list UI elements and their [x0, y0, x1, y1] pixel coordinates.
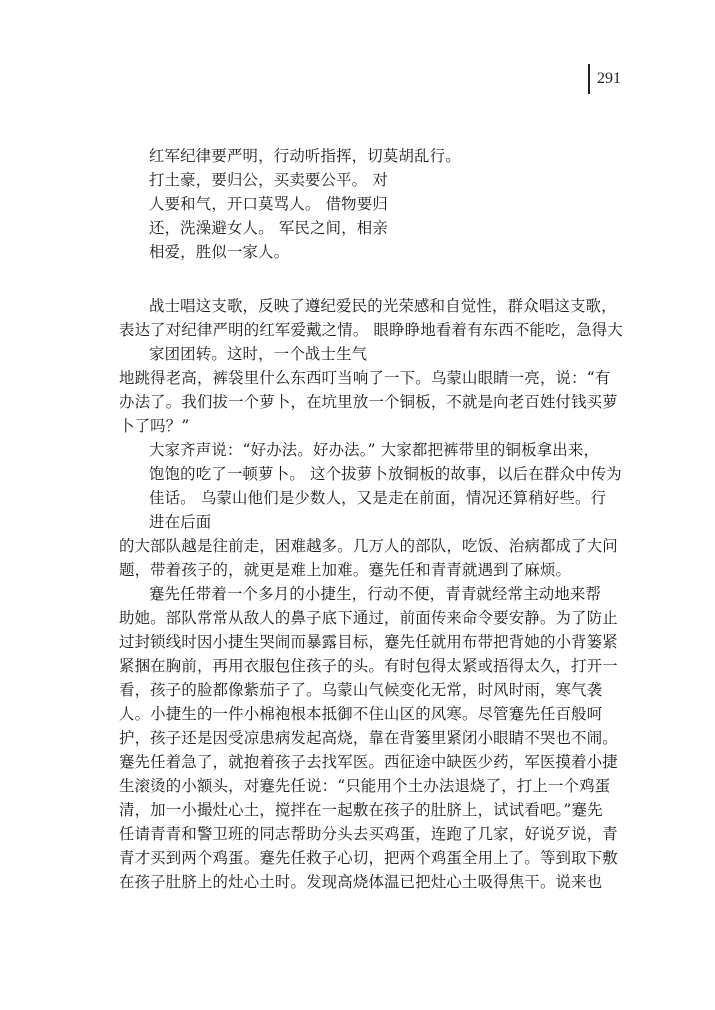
text-line: 饱饱的吃了一顿萝卜。 这个拔萝卜放铜板的故事，以后在群众中传为 [149, 465, 622, 483]
song-line: 还，洗澡避女人。 军民之间，相亲 [149, 219, 388, 237]
text-line: 清，加一小撮灶心土，搅拌在一起敷在孩子的肚脐上，试试看吧。”蹇先 [119, 801, 603, 819]
text-line: 护，孩子还是因受凉患病发起高烧，靠在背篓里紧闭小眼睛不哭也不闹。 [119, 729, 618, 747]
song-line: 红军纪律要严明，行动听指挥，切莫胡乱行。 [149, 147, 461, 165]
text-line: 看，孩子的脸都像紫茄子了。乌蒙山气候变化无常，时风时雨，寒气袭 [119, 681, 603, 699]
text-line: 题，带着孩子的，就更是难上加难。蹇先任和青青就遇到了麻烦。 [119, 561, 572, 579]
text-line: 任请青青和警卫班的同志帮助分头去买鸡蛋，连跑了几家，好说歹说，青 [119, 825, 618, 843]
song-line: 人要和气，开口莫骂人。 借物要归 [149, 195, 388, 213]
text-line: 紧捆在胸前，再用衣服包住孩子的头。有时包得太紧或捂得太久，打开一 [119, 657, 618, 675]
text-line: 蹇先任带着一个多月的小捷生，行动不便，青青就经常主动地来帮 [149, 585, 602, 603]
text-line: 的大部队越是往前走，困难越多。几万人的部队，吃饭、治病都成了大问 [119, 537, 618, 555]
text-line: 人。小捷生的一件小棉袍根本抵御不住山区的风寒。尽管蹇先任百般呵 [119, 705, 603, 723]
text-line: 蹇先任着急了，就抱着孩子去找军医。西征途中缺医少药，军医摸着小捷 [119, 753, 618, 771]
text-line: 进在后面 [149, 513, 212, 531]
text-line: 助她。部队常常从敌人的鼻子底下通过，前面传来命令要安静。为了防止 [119, 609, 618, 627]
text-line: 战士唱这支歌，反映了遵纪爱民的光荣感和自觉性，群众唱这支歌， [149, 297, 617, 315]
song-line: 打土豪，要归公，买卖要公平。 对 [149, 171, 388, 189]
text-line: 生滚烫的小额头，对蹇先任说：“只能用个土办法退烧了，打上一个鸡蛋 [119, 777, 611, 795]
text-line: 在孩子肚脐上的灶心土时。发现高烧体温已把灶心土吸得焦干。说来也 [119, 873, 603, 891]
text-line: 表达了对纪律严明的红军爱戴之情。 眼睁睁地看着有东西不能吃，急得大 [119, 321, 623, 339]
text-line: 地跳得老高，裤袋里什么东西叮当响了一下。乌蒙山眼睛一亮，说：“有 [119, 369, 611, 387]
text-line: 过封锁线时因小捷生哭闹而暴露目标，蹇先任就用布带把背她的小背篓紧 [119, 633, 618, 651]
text-line: 卜了吗？” [119, 417, 190, 435]
text-line: 佳话。 乌蒙山他们是少数人，又是走在前面，情况还算稍好些。行 [149, 489, 607, 507]
text-line: 家团团转。这时，一个战士生气 [149, 345, 368, 363]
text-line: 大家齐声说：“好办法。好办法。” 大家都把裤带里的铜板拿出来， [149, 441, 600, 459]
text-line: 办法了。我们拔一个萝卜，在坑里放一个铜板，不就是向老百姓付钱买萝 [119, 393, 618, 411]
page-number: 291 [597, 70, 621, 87]
text-line: 青才买到两个鸡蛋。蹇先任救子心切，把两个鸡蛋全用上了。等到取下敷 [119, 849, 618, 867]
page-number-rule [588, 64, 590, 94]
song-line: 相爱，胜似一家人。 [149, 243, 290, 261]
